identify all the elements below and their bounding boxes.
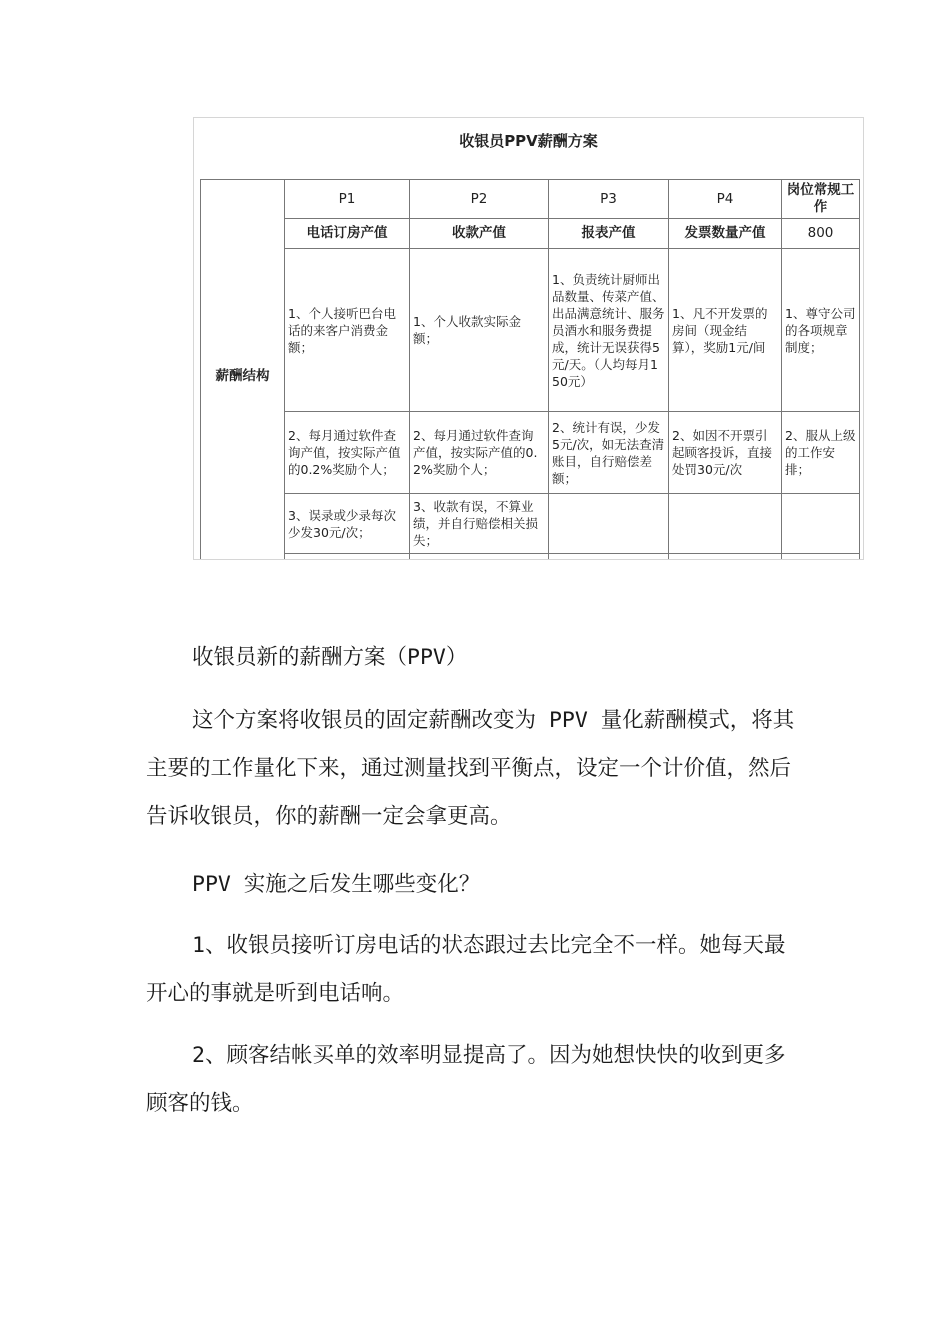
table-cell — [410, 554, 549, 561]
paragraph-text: 1、收银员接听订房电话的状态跟过去比完全不一样。她每天最开心的事就是听到电话响。 — [146, 933, 786, 1006]
table-cell: 1、尊守公司的各项规章制度； — [782, 249, 860, 412]
salary-table — [200, 179, 860, 560]
table-cell: 2、统计有误，少发5元/次，如无法查清账目，自行赔偿差额； — [549, 412, 669, 494]
table-cell — [669, 554, 782, 561]
column-header: P3 — [549, 180, 669, 219]
paragraph-text: 这个方案将收银员的固定薪酬改变为 PPV 量化薪酬模式，将其主要的工作量化下来，通过测量找到平衡点，设定一个计价值，然后告诉收银员，你的薪酬一定会拿更高。 — [146, 708, 795, 829]
paragraph — [146, 1032, 806, 1128]
table-cell: 3、误录或少录每次少发30元/次； — [285, 494, 410, 554]
column-header: P1 — [285, 180, 410, 219]
table-cell — [549, 554, 669, 561]
subheader-cell: 800 — [782, 219, 860, 249]
table-cell — [285, 554, 410, 561]
table-cell: 2、服从上级的工作安排； — [782, 412, 860, 494]
subheader-cell: 报表产值 — [549, 219, 669, 249]
table-cell: 1、负责统计厨师出品数量、传菜产值、出品满意统计、服务员酒水和服务费提成，统计无误获得5元/天。（人均每月150元） — [549, 249, 669, 412]
paragraph — [146, 697, 806, 841]
table-cell: 2、每月通过软件查询产值，按实际产值的0.2%奖励个人； — [285, 412, 410, 494]
table-cell: 2、如因不开票引起顾客投诉，直接处罚30元/次 — [669, 412, 782, 494]
salary-table-image — [193, 117, 864, 560]
table-cell — [782, 494, 860, 554]
paragraph-text: 收银员新的薪酬方案（PPV） — [192, 645, 468, 670]
paragraph-text: 2、顾客结帐买单的效率明显提高了。因为她想快快的收到更多顾客的钱。 — [146, 1043, 786, 1116]
subheader-cell: 收款产值 — [410, 219, 549, 249]
paragraph-text: PPV 实施之后发生哪些变化？ — [192, 872, 481, 897]
paragraph — [146, 634, 806, 682]
paragraph — [146, 861, 806, 909]
table-cell: 1、个人接听巴台电话的来客户消费金额； — [285, 249, 410, 412]
table-cell — [549, 494, 669, 554]
table-cell — [669, 494, 782, 554]
table-cell — [782, 554, 860, 561]
column-header: P4 — [669, 180, 782, 219]
table-cell: 1、个人收款实际金额； — [410, 249, 549, 412]
table-cell: 2、每月通过软件查询产值，按实际产值的0.2%奖励个人； — [410, 412, 549, 494]
row-label: 薪酬结构 — [201, 180, 285, 561]
subheader-cell: 发票数量产值 — [669, 219, 782, 249]
column-header: P2 — [410, 180, 549, 219]
column-header: 岗位常规工作 — [782, 180, 860, 219]
paragraph — [146, 922, 806, 1018]
table-cell: 1、凡不开发票的房间（现金结算），奖励1元/间 — [669, 249, 782, 412]
table-cell: 3、收款有误，不算业绩，并自行赔偿相关损失； — [410, 494, 549, 554]
subheader-cell: 电话订房产值 — [285, 219, 410, 249]
table-title: 收银员PPV薪酬方案 — [459, 132, 598, 150]
